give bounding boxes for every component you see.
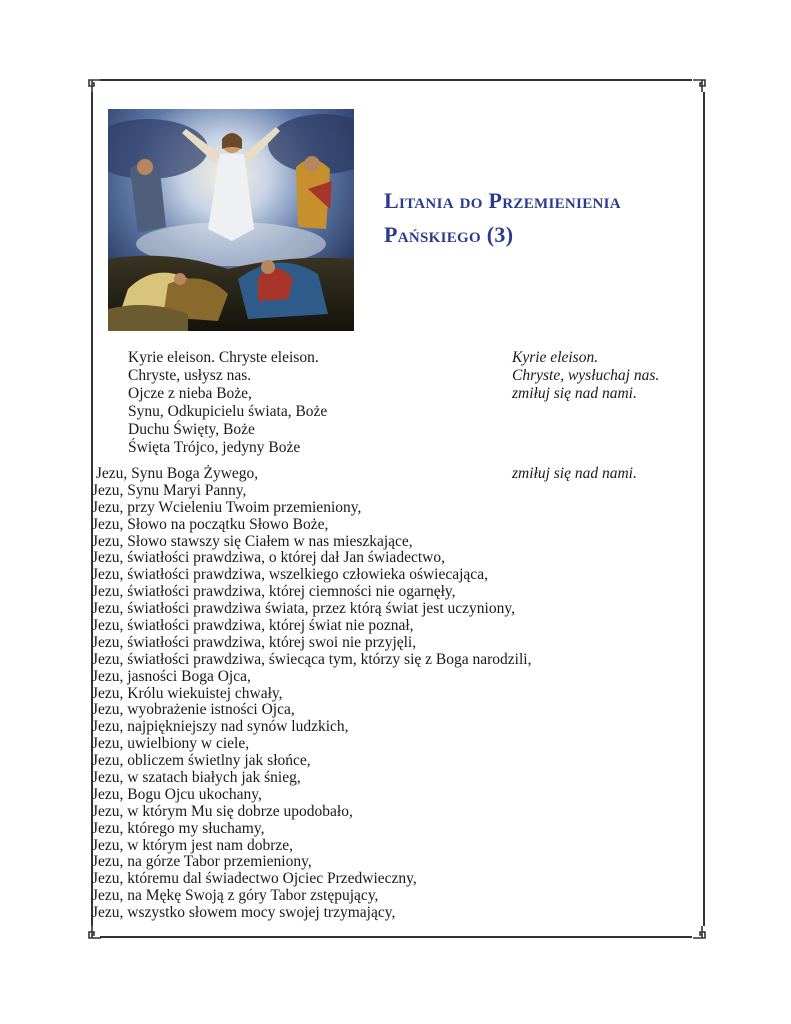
litany-text: Jezu, wyobrażenie istności Ojca, xyxy=(92,701,295,719)
litany-row xyxy=(92,635,712,652)
litany-invocations xyxy=(92,466,712,922)
litany-row xyxy=(92,534,712,551)
litany-row xyxy=(92,500,712,517)
invocation-row xyxy=(128,421,688,439)
litany-text: Jezu, światłości prawdziwa świata, przez którą świat jest uczyniony, xyxy=(92,600,515,618)
litany-text: Jezu, przy Wcieleniu Twoim przemieniony, xyxy=(92,498,362,516)
transfiguration-painting xyxy=(108,109,354,331)
litany-text: Jezu, którego my słuchamy, xyxy=(92,819,265,837)
frame-bottom-line xyxy=(100,936,692,938)
litany-text: Jezu, na Mękę Swoją z góry Tabor zstępujący, xyxy=(92,887,379,905)
page-title-line1: Litania do Przemienienia xyxy=(384,188,621,213)
litany-row xyxy=(92,702,712,719)
invocation-text: Synu, Odkupicielu świata, Boże xyxy=(128,403,328,420)
litany-text: Jezu, Królu wiekuistej chwały, xyxy=(92,684,283,702)
invocation-row xyxy=(128,349,688,367)
response-text: Kyrie eleison. xyxy=(512,349,599,366)
litany-row xyxy=(92,567,712,584)
invocation-row xyxy=(128,403,688,421)
litany-row xyxy=(92,686,712,703)
litany-text: Jezu, obliczem świetlny jak słońce, xyxy=(92,752,311,770)
litany-text: Jezu, światłości prawdziwa, wszelkiego człowieka oświecająca, xyxy=(92,566,488,584)
litany-row xyxy=(92,804,712,821)
invocation-text: Święta Trójco, jedyny Boże xyxy=(128,439,301,456)
litany-text: Jezu, światłości prawdziwa, której świat nie poznał, xyxy=(92,617,414,635)
litany-text: Jezu, światłości prawdziwa, o której dał Jan świadectwo, xyxy=(92,549,445,567)
litany-text: Jezu, Bogu Ojcu ukochany, xyxy=(92,785,262,803)
litany-text: Jezu, Synu Boga Żywego, xyxy=(92,465,259,482)
litany-row xyxy=(92,584,712,601)
invocation-text: Duchu Święty, Boże xyxy=(128,421,255,438)
litany-text: Jezu, Słowo stawszy się Ciałem w nas mieszkające, xyxy=(92,532,413,550)
litany-row xyxy=(92,854,712,871)
litany-row xyxy=(92,770,712,787)
invocation-row xyxy=(128,439,688,457)
frame-top-line xyxy=(100,79,692,81)
response-text: zmiłuj się nad nami. xyxy=(512,385,637,402)
litany-row xyxy=(92,871,712,888)
litany-text: Jezu, na górze Tabor przemieniony, xyxy=(92,853,312,871)
litany-row xyxy=(92,550,712,567)
invocation-text: Kyrie eleison. Chryste eleison. xyxy=(128,349,319,366)
litany-row xyxy=(92,618,712,635)
litany-row xyxy=(92,787,712,804)
greek-key-corner-icon xyxy=(86,76,98,88)
invocation-text: Ojcze z nieba Boże, xyxy=(128,385,252,402)
invocation-row xyxy=(128,385,688,403)
litany-text: Jezu, w którym Mu się dobrze upodobało, xyxy=(92,802,353,820)
litany-text: Jezu, Słowo na początku Słowo Boże, xyxy=(92,515,329,533)
greek-key-corner-icon xyxy=(692,76,704,88)
litany-text: Jezu, światłości prawdziwa, której swoi nie przyjęli, xyxy=(92,633,417,651)
litany-text: Jezu, jasności Boga Ojca, xyxy=(92,667,251,685)
litany-text: Jezu, wszystko słowem mocy swojej trzymający, xyxy=(92,904,396,922)
response-text: Chryste, wysłuchaj nas. xyxy=(512,367,660,384)
page-title-line2: Pańskiego (3) xyxy=(384,222,514,247)
invocation-row xyxy=(128,367,688,385)
invocation-text: Chryste, usłysz nas. xyxy=(128,367,252,384)
litany-row xyxy=(92,466,712,483)
intro-invocations xyxy=(128,349,688,457)
litany-row xyxy=(92,888,712,905)
litany-text: Jezu, Synu Maryi Panny, xyxy=(92,481,247,499)
litany-row xyxy=(92,601,712,618)
litany-text: Jezu, najpiękniejszy nad synów ludzkich, xyxy=(92,718,349,736)
litany-row xyxy=(92,483,712,500)
litany-row xyxy=(92,753,712,770)
litany-row xyxy=(92,905,712,922)
litany-text: Jezu, uwielbiony w ciele, xyxy=(92,735,250,753)
transfiguration-painting-icon xyxy=(108,109,354,331)
response-text: zmiłuj się nad nami. xyxy=(512,465,637,482)
litany-text: Jezu, któremu dal świadectwo Ojciec Przedwieczny, xyxy=(92,870,417,888)
litany-row xyxy=(92,517,712,534)
litany-row xyxy=(92,719,712,736)
page-title xyxy=(384,184,714,252)
greek-key-corner-icon xyxy=(86,924,98,936)
litany-row xyxy=(92,821,712,838)
litany-text: Jezu, światłości prawdziwa, świecąca tym, którzy się z Boga narodzili, xyxy=(92,650,532,668)
litany-row xyxy=(92,736,712,753)
litany-row xyxy=(92,669,712,686)
greek-key-corner-icon xyxy=(692,924,704,936)
litany-row xyxy=(92,838,712,855)
litany-text: Jezu, światłości prawdziwa, której ciemności nie ogarnęły, xyxy=(92,583,456,601)
litany-text: Jezu, w którym jest nam dobrze, xyxy=(92,836,294,854)
litany-row xyxy=(92,652,712,669)
litany-text: Jezu, w szatach białych jak śnieg, xyxy=(92,769,301,787)
